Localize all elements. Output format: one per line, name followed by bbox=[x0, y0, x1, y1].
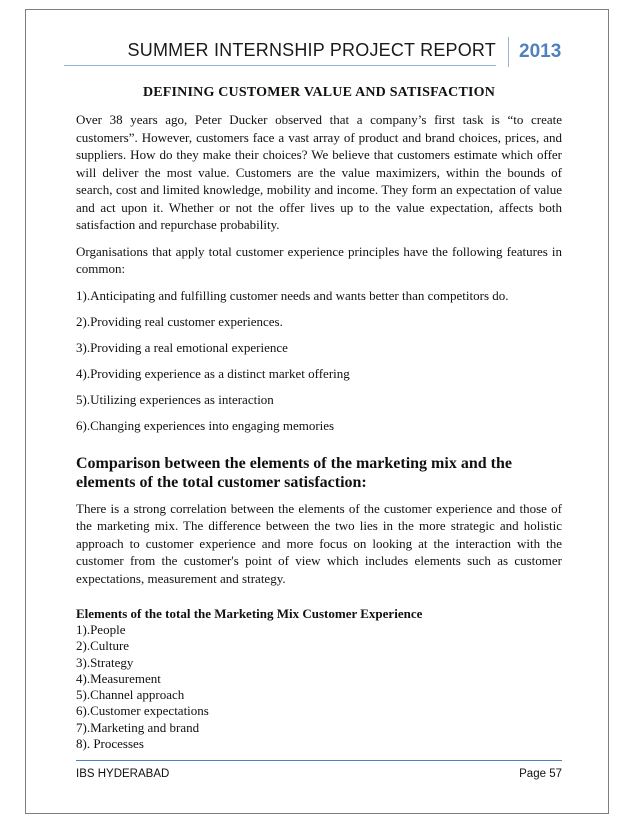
paragraph-comparison: There is a strong correlation between the elements of the customer experience and those of the marketing mix. The difference between the two lies in the more strategic and holistic approach to customer experience and more focus on looking at the interaction with the customer from the customer's point of view which includes elements such as customer expectations, measurement and strategy. bbox=[76, 500, 562, 586]
comparison-heading: Comparison between the elements of the marketing mix and the elements of the total customer satisfaction: bbox=[76, 454, 512, 491]
elements-list bbox=[76, 622, 562, 752]
list-item: 3).Providing a real emotional experience bbox=[76, 339, 288, 355]
list-item: 2).Culture bbox=[76, 638, 130, 654]
page-body bbox=[76, 85, 562, 752]
page-header bbox=[64, 40, 564, 70]
list-item: 4).Providing experience as a distinct market offering bbox=[76, 365, 350, 381]
list-item: 3).Strategy bbox=[76, 654, 134, 670]
list-item: 6).Changing experiences into engaging memories bbox=[76, 417, 335, 433]
section-heading: DEFINING CUSTOMER VALUE AND SATISFACTION bbox=[142, 85, 496, 100]
list-item: 5).Utilizing experiences as interaction bbox=[76, 391, 274, 407]
list-item: 1).People bbox=[76, 622, 126, 637]
list-item: 8). Processes bbox=[76, 736, 144, 752]
footer-institution: IBS HYDERABAD bbox=[76, 768, 170, 780]
header-rule bbox=[64, 65, 496, 66]
paragraph-intro: Over 38 years ago, Peter Ducker observed that a company’s first task is “to create customers”. However, customers face a vast array of product and brand choices, prices, and suppliers. How do they make their choices? We believe that customers estimate which offer will deliver the most value. Customers are the value maximizers, within the bounds of search, cost and limited knowledge, mobility and income. They form an expectation of value and act upon it. Whether or not the offer lives up to the value expectation, affects both satisfaction and repurchase probability. bbox=[76, 112, 562, 232]
list-item: 7).Marketing and brand bbox=[76, 719, 200, 735]
list-item: 5).Channel approach bbox=[76, 687, 185, 703]
paragraph-features: Organisations that apply total customer experience principles have the following features in common: bbox=[76, 243, 562, 276]
header-year: 2013 bbox=[508, 37, 564, 67]
list-item: 1).Anticipating and fulfilling customer needs and wants better than competitors do. bbox=[76, 287, 509, 303]
elements-subheading: Elements of the total the Marketing Mix Customer Experience bbox=[76, 606, 423, 621]
list-item: 2).Providing real customer experiences. bbox=[76, 313, 283, 329]
list-item: 4).Measurement bbox=[76, 670, 161, 686]
header-title: SUMMER INTERNSHIP PROJECT REPORT bbox=[127, 40, 496, 60]
feature-list bbox=[76, 287, 562, 434]
page-footer bbox=[76, 760, 562, 780]
list-item: 6).Customer expectations bbox=[76, 703, 209, 719]
page-number: Page 57 bbox=[519, 768, 562, 780]
